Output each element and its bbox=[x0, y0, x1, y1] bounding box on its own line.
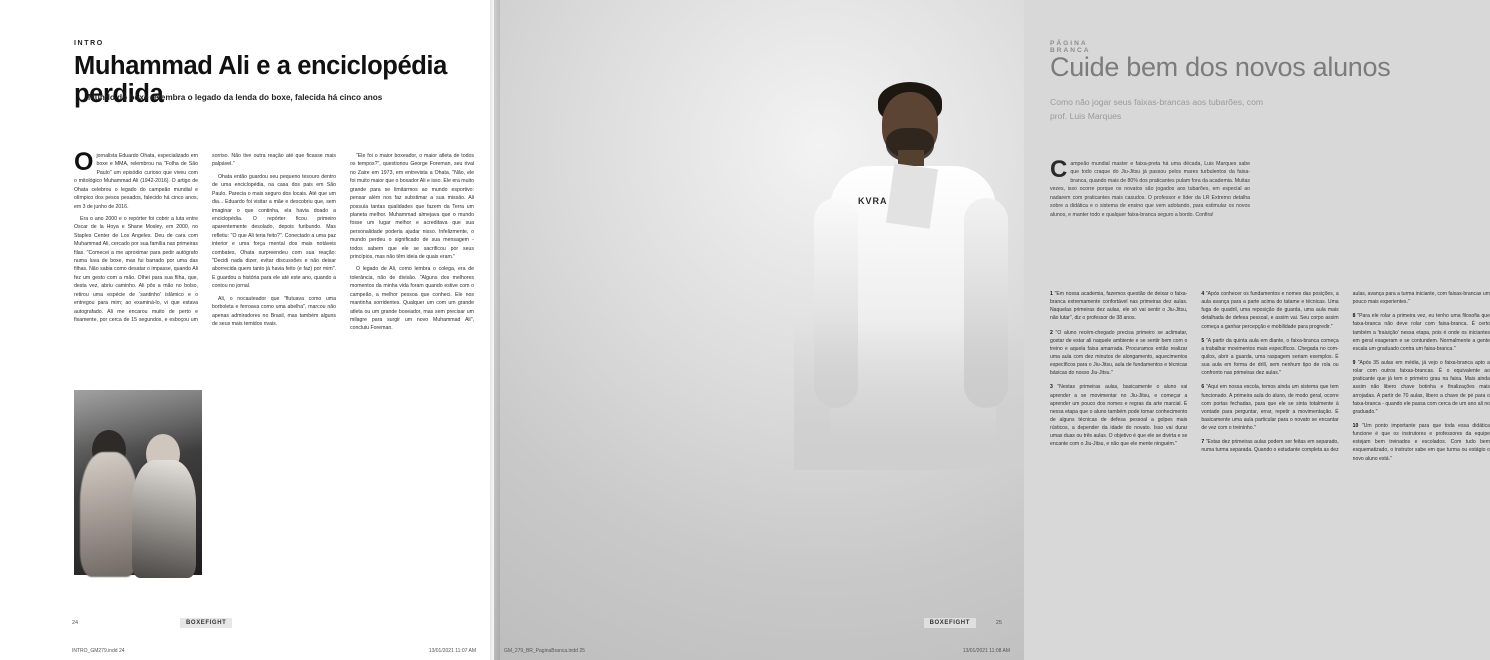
tip-number: 1 bbox=[1050, 291, 1053, 297]
tip-text: "Nestas primeiras aulas, basicamente o aluno vai aprender a se movimentar no Jiu-Jitsu, e começar a aprender um pouco dos nomes e regras da arte marcial. É nessa etapa que o aluno também pode tomar conhecimento de alguns técnicas de defesa pessoal a golpes mais rústicos, a depender da idade do novato. Isso vai durar umas duas ou três aulas. O objetivo é que ele se divirta e se encante com o Jiu-Jitsu, e não que ele mente ninguém." bbox=[1050, 384, 1188, 448]
tip-item bbox=[1050, 290, 1187, 323]
left-file-footer: INTRO_GM279.indd 24 bbox=[72, 648, 125, 654]
tip-number: 5 bbox=[1201, 337, 1205, 344]
right-timestamp-footer: 13/01/2021 11:08 AM bbox=[962, 648, 1010, 654]
left-page bbox=[0, 0, 494, 660]
left-paragraph: Era o ano 2000 e o repórter foi cobrir a luta entre Oscar de la Hoya e Shane Mosley, em 2000, no Staples Center de Los Angeles. Deu de cara com Muhammad Ali, cercado por sua família nas primeiras filas. "Comecei a me aproximar para pedir autógrafo numa luva de boxe, mas fui barrado por uma das filhas. Não sabia como desatar o impasse, quando Ali fez um gesto com a mão. Olhei para sua filha, que, desta vez, abriu caminho. Ali pôs a mão no bolso, retirou uma espécie de 'santinho' islâmico e o entregou para mim; ao examiná-lo, vi que estava autografado. Ali me encarou muito de perto e fixamente, por cerca de 15 segundos, e esboçou um sorriso. Não tive outra reação até que ficasse mais palpável." bbox=[74, 153, 336, 324]
left-dropcap: O bbox=[74, 148, 94, 176]
photo-figure-left bbox=[80, 452, 138, 577]
right-intro-column bbox=[1050, 156, 1250, 223]
photo-figure-right bbox=[132, 460, 196, 578]
instructor-gi-collar bbox=[886, 163, 938, 229]
left-deck: Mundo do boxe relembra o legado da lenda do boxe, falecida há cinco anos bbox=[88, 93, 383, 102]
tip-text: "Para ele rolar a primeira vez, eu tenho uma filosofia que faixa-branca não deve rolar com faixa-branca. É certo também a 'traiuição' nessa etapa, pois é onde os iniciantes em geral exageram e se contundem. Normalmente a gente escala um graduado contra um faixa-branca." bbox=[1352, 313, 1490, 352]
left-kicker: INTRO bbox=[74, 40, 104, 47]
right-file-footer: GM_279_BR_PaginaBranca.indd 25 bbox=[504, 648, 585, 654]
tip-text: "Aqui em nossa escola, temos ainda um sistema que tem funcionado. A primeira aula do aluno, de modo geral, ocorre com portas fechadas, para que ele se sinta totalmente à vontade para perguntar, errar, repetir a movimentação. É basicamente uma aula particular para o novato se encantar de vez com o treininho." bbox=[1201, 384, 1339, 432]
tip-item bbox=[1201, 383, 1338, 432]
left-timestamp-footer: 13/01/2021 11:07 AM bbox=[428, 648, 476, 654]
gi-brand-logo: KVRA bbox=[858, 196, 888, 206]
tip-number: 6 bbox=[1201, 384, 1205, 391]
right-intro-paragraph bbox=[1050, 156, 1250, 219]
right-intro-text: ampeão mundial master e faixa-preta há uma década, Luis Marques sabe que todo craque do Jiu-Jitsu já passou pelos mares turbulentos da faixa-branca, quando mais de 80% dos praticantes pulam fora da academia. Muitas vezes, isso ocorre porque os novatos são jogados aos tubarões, em especial ao nadarem com praticantes mais casudos. O professor e líder da LR Extremo detalha sobre a didática e o sistema de ensino que vem adotando, para estimular os novos alunos, e manter todo e qualquer faixa-branca seguro a bordo. Confira! bbox=[1050, 161, 1250, 218]
tip-item bbox=[1353, 422, 1490, 463]
instructor-photo bbox=[794, 0, 1024, 470]
photo-fade bbox=[794, 320, 1024, 470]
tips-columns bbox=[1050, 290, 1490, 620]
tip-number: 10 bbox=[1352, 422, 1359, 429]
tip-text: "Um ponto importante para que toda essa didática funcione é que os instrutores e professores da equipe estejam bem treinados e escolados. Com tudo bem esquematizado, o instrutor sabe em que turma ou estágio o novo aluno está." bbox=[1352, 422, 1490, 462]
left-headline: Muhammad Ali e a enciclopédia perdida bbox=[74, 52, 447, 109]
tip-number: 2 bbox=[1050, 329, 1053, 336]
tip-number: 8 bbox=[1352, 313, 1356, 320]
tip-item bbox=[1353, 359, 1490, 416]
tip-item bbox=[1050, 329, 1187, 378]
left-magazine-logo: BOXEFIGHT bbox=[180, 618, 232, 628]
left-paragraph-text: jornalista Eduardo Ohata, especializado em boxe e MMA, relembrou na "Folha de São Paulo" um episódio curioso que viveu com o mitológico Muhammad Ali (1942-2016). O artigo de Ohata celebrou o legado do campeão mundial e olímpico dos pesos pesados, falecido há cinco anos, em 3 de junho de 2016. bbox=[74, 153, 198, 210]
left-paragraph bbox=[74, 148, 198, 211]
right-page bbox=[494, 0, 1490, 660]
tip-text: "O aluno recém-chegado precisa primeiro se aclimatar, gostar de estar ali naquele ambiente e se sentir bem com o treino e aquela faixa amarrada. Procuramos então realizar uma aula com dez minutos de alongamento, aquecimentos específicos para o Jiu-Jitsu, aula de fundamentos e técnicas básicas do nosso Jiu-Jitsu." bbox=[1050, 329, 1188, 377]
tip-text: "Em nossa academia, fazemos questão de deixar o faixa-branca extremamente confortável nas primeiras dez aulas. Naquelas primeiras dez aulas, ele só vai sentir o Jiu-Jitsu, não lutar", diz o professor de 38 anos. bbox=[1050, 291, 1188, 322]
right-page-number: 25 bbox=[995, 620, 1002, 626]
tip-text: "Após conhecer os fundamentos e nomes das posições, a aula avança para a parte acima do tatame e técnicas. Uma fuga de quadril, uma reposição de guarda, uma aula mais detalhada de defesa pessoal, e assim vai. Seu corpo assim começa a ganhar percepção e mobilidade para progredir." bbox=[1201, 291, 1339, 330]
left-page-number: 24 bbox=[72, 620, 79, 626]
right-deck: Como não jogar seus faixas-brancas aos tubarões, com prof. Luis Marques bbox=[1050, 97, 1264, 121]
tip-item bbox=[1201, 337, 1338, 378]
tip-number: 9 bbox=[1352, 359, 1356, 366]
tip-item bbox=[1050, 383, 1187, 448]
left-paragraph: Ali, o nocauteador que "flutuava como uma borboleta e ferroava como uma abelha", marcou não apenas admiradores no Brasil, mas também alguns de seus mais temidos rivais. bbox=[212, 295, 336, 328]
tip-item bbox=[1353, 312, 1490, 353]
left-paragraph: "Ele foi o maior boxeador, o maior atleta de todos os tempos?", questionou George Foreman, seu rival no Zaire em 1973, em entrevista a Ohata. "Não, ele foi muito maior que o boxador Ali e isso. Ele era muito grande para se limitarmos ao mundo esportivo: pensar além nos faz substimar a sua missão. Ali possuía tantas qualidades que fazem da Terra um planeta melhor. Muhammad almejava que o mundo fosse um lugar melhor e acreditava que sua personalidade poderia ajudar nisso. Infelizmente, o mundo perdeu o significado de sua mensagem - todos sabem que ele se sacrificou por seus princípios, mas não têm ideia de quais eram." bbox=[350, 153, 474, 261]
right-headline: Cuide bem dos novos alunos bbox=[1050, 52, 1391, 82]
tip-number: 3 bbox=[1050, 384, 1053, 391]
right-kicker: PÁGINA BRANCA bbox=[1050, 40, 1091, 54]
tip-text: "Estas dez primeiras aulas podem ser feitas em separado, numa turma separada. Quando o estudante completa as dez aulas, avança para a turma iniciante, com faixas-brancas um pouco mais experientes." bbox=[1201, 291, 1490, 454]
tip-text: "A partir da quinta aula em diante, o faixa-branca começa a trabalhar movimentos mais específicos. Chegada no com-quilos, abrir a guarda, uma raspagem seriam exemplos. É sua aula em forma de drill, sem nenhum tipo de rola ou confronto nas primeiras dez aulas." bbox=[1201, 337, 1339, 377]
left-paragraph: O legado de Ali, como lembra o colega, era de tolerância, não de divisão. "Alguns dos melhores momentos da minha vida foram quando estive com o campeão, a melhor pessoa que conheci. Ele nos mantinha sorridentes. Qualquer um com um grande atleta ou um grande boxeador, mas sem precisar um milagre para surgir um novo Muhammad Ali", concluiu Foreman. bbox=[350, 266, 474, 332]
tip-text: "Após 35 aulas em média, já vejo o faixa-branca apto a rolar com outros faixas-brancas. É o equivalente ao praticante que já tem o primeiro grau na faixa. Mais ainda assim não libero chave botinha e finalizações mais arrojadas. A partir de 70 aulas, libero a chave de pé para o faixa-branca - quando ele passa com cerca de um ano ali no graduado." bbox=[1352, 359, 1490, 415]
tip-number: 4 bbox=[1201, 291, 1205, 297]
right-magazine-logo: BOXEFIGHT bbox=[924, 618, 976, 628]
right-dropcap: C bbox=[1050, 156, 1068, 183]
tip-item bbox=[1201, 290, 1338, 331]
ali-archive-photo bbox=[74, 390, 202, 575]
tip-number: 7 bbox=[1201, 439, 1205, 446]
left-paragraph: Ohata então guardou seu pequeno tesouro dentro de uma enciclopédia, na casa dos pais em São Paulo. Parecia o mais seguro dos locais. Até que um dia... Eduardo foi visitar a mãe e descobriu que, sem imaginar o que continha, ela havia doado a enciclopédia. O repórter ficou primeiro aparentemente desolado, depois furibundo. Mas refletiu: "O que Ali teria feito?". Conectado a uma paz interior e uma força mental dos mais notáveis combates, Ohata surpreendeu com sua reação: "Decidi nada dizer, evitar discussões e não deixar aborrecida quem tanto já havia feito (e faz) por mim". E guardou a história para ele até este ano, quando a contou no jornal. bbox=[212, 173, 336, 290]
